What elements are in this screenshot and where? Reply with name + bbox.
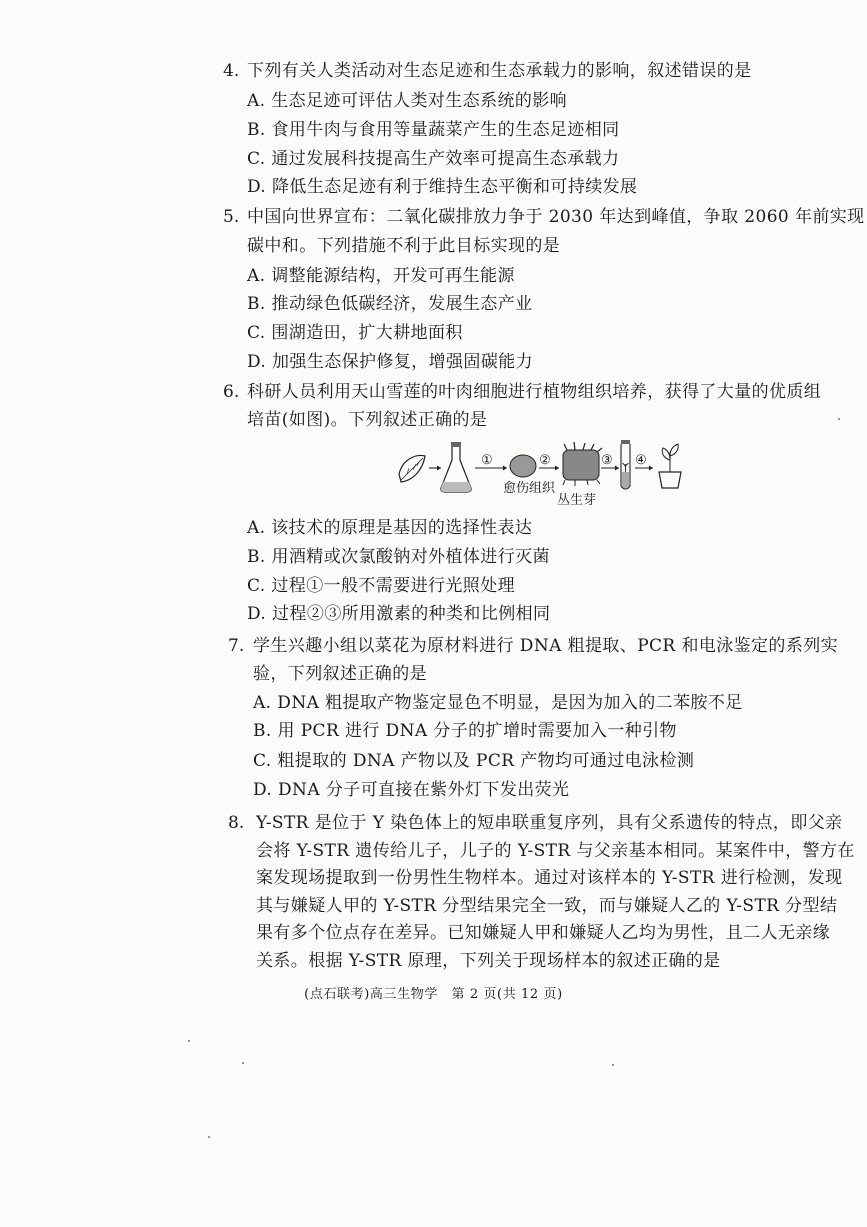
option-b: B. 用 PCR 进行 DNA 分子的扩增时需要加入一种引物 [253,721,677,741]
callus-icon [510,455,536,477]
question-number: 8. [228,813,245,833]
buds-label: 丛生芽 [557,493,597,508]
question-stem: 其与嫌疑人甲的 Y-STR 分型结果完全一致，而与嫌疑人乙的 Y-STR 分型结 [256,896,838,916]
question-stem: 验，下列叙述正确的是 [253,664,427,684]
page-footer: (点石联考)高三生物学 第 2 页(共 12 页) [304,987,563,1002]
question-stem: 下列有关人类活动对生态足迹和生态承载力的影响，叙述错误的是 [247,61,752,81]
option-a: A. 该技术的原理是基因的选择性表达 [247,518,533,538]
option-d: D. 加强生态保护修复，增强固碳能力 [247,352,534,372]
option-c: C. 通过发展科技提高生产效率可提高生态承载力 [247,149,620,169]
question-stem: 培苗(如图)。下列叙述正确的是 [247,410,488,430]
culture-flask-icon [441,442,471,492]
step-3-label: ③ [601,453,613,468]
question-stem: 案发现场提取到一份男性生物样本。通过对该样本的 Y-STR 进行检测，发现 [256,868,843,888]
question-stem: 科研人员利用天山雪莲的叶肉细胞进行植物组织培养，获得了大量的优质组 [247,382,822,402]
tissue-culture-diagram [395,438,695,510]
option-b: B. 用酒精或次氯酸钠对外植体进行灭菌 [247,547,550,567]
option-a: A. 调整能源结构，开发可再生能源 [247,266,515,286]
question-number: 6. [223,382,240,402]
test-tube-icon [621,440,630,489]
leaf-icon [399,456,425,482]
question-number: 4. [223,61,240,81]
option-b: B. 推动绿色低碳经济，发展生态产业 [247,294,533,314]
callus-label: 愈伤组织 [503,481,556,496]
option-c: C. 围湖造田，扩大耕地面积 [247,323,463,343]
question-stem: Y-STR 是位于 Y 染色体上的短串联重复序列，具有父系遗传的特点，即父亲 [256,813,843,833]
option-a: A. DNA 粗提取产物鉴定显色不明显，是因为加入的二苯胺不足 [253,693,743,713]
option-d: D. 降低生态足迹有利于维持生态平衡和可持续发展 [247,177,638,197]
option-d: D. 过程②③所用激素的种类和比例相同 [247,604,551,624]
scan-speck [188,1040,190,1042]
question-stem: 碳中和。下列措施不利于此目标实现的是 [247,236,561,256]
question-number: 7. [228,636,245,656]
scan-speck [838,418,840,420]
scan-speck [242,1062,244,1064]
option-b: B. 食用牛肉与食用等量蔬菜产生的生态足迹相同 [247,120,620,140]
step-2-label: ② [539,453,551,468]
question-stem: 会将 Y-STR 遗传给儿子，儿子的 Y-STR 与父亲基本相同。某案件中，警方在 [256,841,855,861]
clustered-buds-icon [563,442,602,486]
scan-speck [208,1136,210,1138]
step-1-label: ① [481,453,493,468]
question-stem: 关系。根据 Y-STR 原理，下列关于现场样本的叙述正确的是 [256,951,721,971]
question-stem: 学生兴趣小组以菜花为原材料进行 DNA 粗提取、PCR 和电泳鉴定的系列实 [253,636,839,656]
potted-plant-icon [659,444,681,488]
question-stem: 中国向世界宣布：二氧化碳排放力争于 2030 年达到峰值，争取 2060 年前实现 [247,207,865,227]
option-a: A. 生态足迹可评估人类对生态系统的影响 [247,91,568,111]
option-c: C. 过程①一般不需要进行光照处理 [247,576,516,596]
option-c: C. 粗提取的 DNA 产物以及 PCR 产物均可通过电泳检测 [253,751,695,771]
question-number: 5. [223,207,240,227]
scan-speck [612,1064,614,1066]
step-4-label: ④ [635,453,647,468]
question-stem: 果有多个位点存在差异。已知嫌疑人甲和嫌疑人乙均为男性，且二人无亲缘 [256,923,831,943]
option-d: D. DNA 分子可直接在紫外灯下发出荧光 [253,780,570,800]
